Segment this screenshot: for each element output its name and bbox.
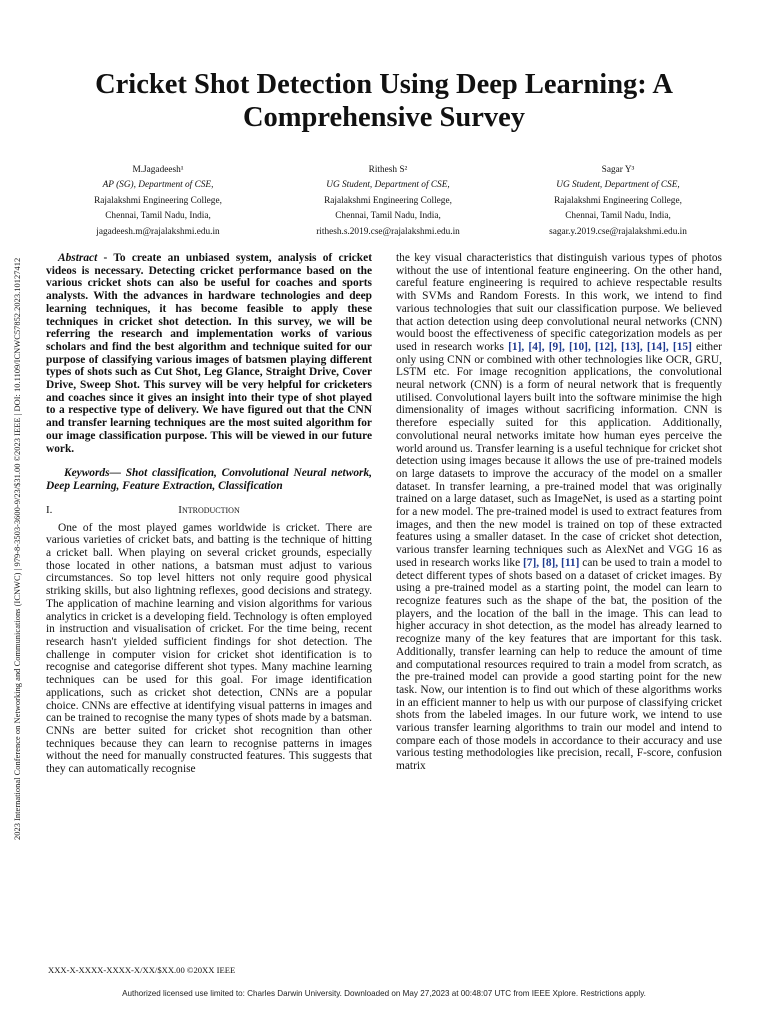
copyright-footer: XXX-X-XXXX-XXXX-X/XX/$XX.00 ©20XX IEEE <box>48 965 236 975</box>
body-text-1: the key visual characteristics that distinguish various types of photos without the use of intentional feature engineering. On the other hand, careful feature engineering is required to achieve respectable results with SVMs and Random Forests. In this work, we intend to find various technologies that suit our classification purpose. We believed that action detection using deep convolutional neural networks (CNN) would boost the effectiveness of specific categorization models as per used in research works <box>396 252 722 353</box>
left-column <box>46 252 372 776</box>
author-1 <box>48 163 268 240</box>
citation-link[interactable]: [1], [4], [9], [10], [12], [13], [14], [15] <box>508 340 692 353</box>
citation-link[interactable]: [7], [8], [11] <box>523 556 580 569</box>
author-2 <box>278 163 498 240</box>
author-location: Chennai, Tamil Nadu, India, <box>565 211 671 222</box>
doi-sidebar-text: 2023 International Conference on Networking and Communications (ICNWC) | 979-8-3503-3600-9/23/$31.00 ©2023 IEEE | DOI: 10.1109/ICNWC57852.2023.10127412 <box>13 257 22 840</box>
author-role: UG Student, Department of CSE, <box>556 180 680 191</box>
section-number: I. <box>46 503 53 516</box>
author-email: sagar.y.2019.cse@rajalakshmi.edu.in <box>549 226 687 237</box>
keywords: Keywords— Shot classification, Convolutional Neural network, Deep Learning, Feature Extraction, Classification <box>46 467 372 492</box>
section-title: Introduction <box>178 503 240 516</box>
author-institution: Rajalakshmi Engineering College, <box>324 195 452 206</box>
intro-paragraph: One of the most played games worldwide is cricket. There are various varieties of cricket bats, and batting is the technique of hitting a cricket ball. When playing on several cricket grounds, especially those located in other nations, a batsman must adjust to various circumstances. So top level hitters not only require good physical striking skills, but also lightning reflexes, good decisions and strategy. The application of machine learning and vision algorithms for various analytics in cricket is a developing field. Technology is often employed in instruction and visualisation of cricket. For the time being, recent research hasn't yielded sufficient findings for shot detection. The challenge in computer vision for cricket shot identification is to recognise and categorise different shot types. Many machine learning techniques can be used for this goal. For image identification applications, such as cricket shot detection, CNNs are a popular choice. CNNs are effective at identifying visual patterns in images and can be trained to recognise the many types of shots made by a batsman. CNNs are better suited for cricket shot recognition than other techniques because they can learn to recognise patterns in images without the need for manually constructed features. This suggests that they can automatically recognise <box>46 521 372 776</box>
author-role: AP (SG), Department of CSE, <box>102 180 214 191</box>
author-email: rithesh.s.2019.cse@rajalakshmi.edu.in <box>316 226 460 237</box>
author-role: UG Student, Department of CSE, <box>326 180 450 191</box>
author-location: Chennai, Tamil Nadu, India, <box>105 211 211 222</box>
author-block <box>48 163 728 240</box>
abstract <box>46 252 372 455</box>
license-footer: Authorized licensed use limited to: Charles Darwin University. Downloaded on May 27,2023 at 00:48:07 UTC from IEEE Xplore. Restrictions apply. <box>122 989 646 998</box>
author-location: Chennai, Tamil Nadu, India, <box>335 211 441 222</box>
body-paragraph <box>396 252 722 773</box>
author-email: jagadeesh.m@rajalakshmi.edu.in <box>96 226 220 237</box>
abstract-text: - To create an unbiased system, analysis of cricket videos is necessary. Detecting cricket performance based on the various cricket shots can also be useful for coaches and sports analysts. With the advances in hardware technologies and deep learning techniques, it has become feasible to apply these techniques in cricket shot detection. In this survey, we will be referring the research and implementation works of various scholars and find the best algorithm and technique suited for our purpose of classifying various images of batsmen playing different types of shots such as Cut Shot, Leg Glance, Straight Drive, Cover Drive, Sweep Shot. This survey will be very helpful for cricketers and coaches since it gives an insight into their type of shot played to a respective type of delivery. We have figured out that the CNN and transfer learning techniques are the most suited algorithm for our image classification purpose. This will be viewed in our future work. <box>46 252 372 455</box>
author-institution: Rajalakshmi Engineering College, <box>94 195 222 206</box>
author-name: M.Jagadeesh¹ <box>132 165 184 175</box>
right-column <box>396 252 722 773</box>
abstract-label: Abstract <box>58 252 98 264</box>
author-name: Rithesh S² <box>368 165 408 175</box>
section-heading <box>46 504 372 517</box>
body-text-3: can be used to train a model to detect different types of shots based on a dataset of cricket images. By using a pre-trained model as a starting point, the model can learn to recognize features such as the shape of the bat, the position of the players, and the location of the ball in the image. This can lead to higher accuracy in shot detection, as the model has already learned to recognize many of the key features that are important for this task. Additionally, transfer learning can help to reduce the amount of time and computational resources required to train a model from scratch, as the pre-trained model can provide a good starting point for the new task. Now, our intention is to find out which of these algorithms works in an efficient manner to help us with our purpose of classifying cricket shots from the labeled images. In our future work, we intend to use various transfer learning algorithms to train our model and intend to compare each of those models in accordance to their accuracy and use various testing methodologies like precision, recall, F-score, confusion matrix <box>396 556 722 773</box>
paper-title: Cricket Shot Detection Using Deep Learning: A Comprehensive Survey <box>95 69 673 133</box>
author-institution: Rajalakshmi Engineering College, <box>554 195 682 206</box>
author-name: Sagar Y³ <box>601 165 635 175</box>
author-3 <box>508 163 728 240</box>
doi-sidebar <box>13 180 27 840</box>
body-text-2: either only using CNN or combined with other technologies like OCR, GRU, LSTM etc. For image recognition applications, the convolutional neural network (CNN) is a form of neural network that is frequently utilised. Convolutional layers built into the software minimise the high dimensionality of images without sacrificing information. CNN is therefore especially suited for this application. Additionally, convolutional neural networks imitate how human eyes perceive the world around us. Transfer learning is a useful technique for cricket shot detection using images because it allows the use of pre-trained models on large datasets to improve the accuracy of the model on a smaller dataset. In transfer learning, a pre-trained model that was originally trained on a large dataset, such as ImageNet, is used as a starting point for a new model. The pre-trained model is used to extract features from images, and then the new model is trained on top of these extracted features using a smaller dataset. In the case of cricket shot detection, various transfer learning techniques such as AlexNet and VGG 16 as used in research works like <box>396 340 722 569</box>
